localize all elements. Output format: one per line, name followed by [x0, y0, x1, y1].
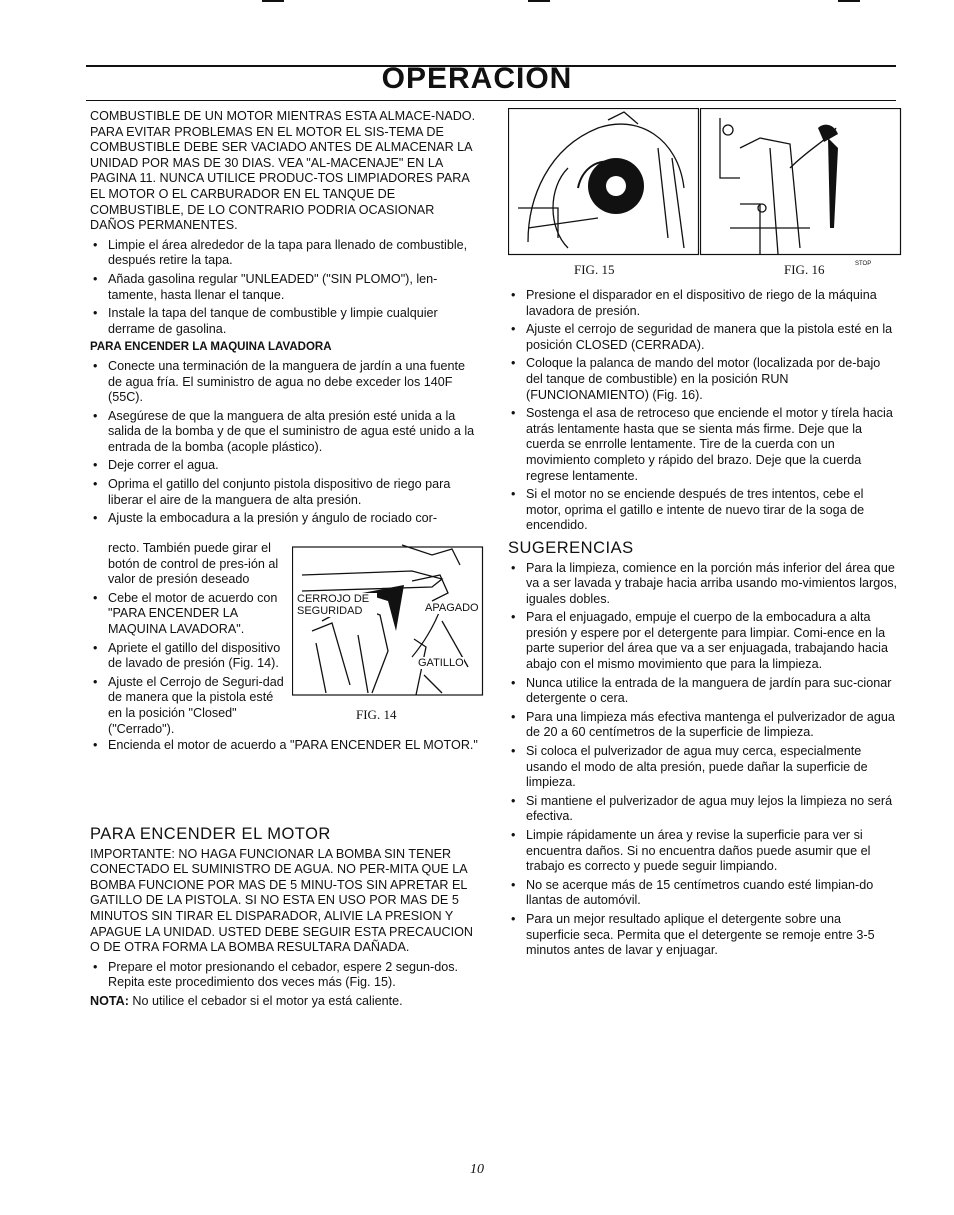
note: [90, 994, 482, 1010]
title-rule-bottom: [86, 100, 896, 101]
list-item: • Prepare el motor presionando el cebador, espere 2 segun-dos. Repita este procedimiento dos veces más (Fig. 15).: [90, 960, 482, 991]
fig15-illustration: [508, 108, 700, 256]
list-item: • Asegúrese de que la manguera de alta presión esté unida a la salida de la bomba y de que el suministro de agua esté unido a la entrada de la bomba (acople plástico).: [90, 409, 482, 456]
list-item: • Limpie el área alrededor de la tapa para llenado de combustible, después retire la tapa.: [90, 238, 482, 269]
list-item: • Nunca utilice la entrada de la manguera de jardín para suc-cionar detergente o cera.: [508, 676, 898, 707]
list-item: • Presione el disparador en el dispositivo de riego de la máquina lavadora de presión.: [508, 288, 898, 319]
engine-heading: PARA ENCENDER EL MOTOR: [90, 825, 331, 843]
callout-off: APAGADO: [425, 602, 479, 614]
warning-intro: COMBUSTIBLE DE UN MOTOR MIENTRAS ESTA ALMACE-NADO. PARA EVITAR PROBLEMAS EN EL MOTOR EL SIS-TEMA DE COMBUSTIBLE DEBE SER VACIADO ANTES DE ALMACENAR LA UNIDAD POR MAS DE 30 DIAS. VEA "AL-MACENAJE" EN LA PAGINA 11. NUNCA UTILICE PRODUC-TOS LIMPIADORES PARA EL MOTOR O EL CARBURADOR EN EL TANQUE DE COMBUSTIBLE, DE LO CONTRARIO PODRIA OCASIONAR DAÑOS PERMANENTES.: [90, 109, 476, 233]
scan-mark: [528, 0, 550, 2]
list-item: • Deje correr el agua.: [90, 458, 482, 474]
list-item: • Sostenga el asa de retroceso que enciende el motor y tírela hacia atrás lentamente hasta que se sienta más firme. Deje que la cuerda se enrrolle lentamente. Tire de la cuerda con un movimiento completo y rápido del brazo. Deje que la cuerda regrese lentamente.: [508, 406, 898, 484]
spray-adjust-continuation: recto. También puede girar el botón de control de pres-ión al valor de presión deseado: [108, 541, 279, 587]
fig14-label: FIG. 14: [356, 707, 397, 722]
page-number: 10: [470, 1162, 484, 1177]
start-washer-list-end: [90, 738, 482, 754]
list-item: • Limpie rápidamente un área y revise la superficie para ver si encuentra daños. Si no encuentra daños puede asumir que el trabajo es correcto y puede seguir limpiando.: [508, 828, 898, 875]
list-item: • Para un mejor resultado aplique el detergente sobre una superficie seca. Permita que el detergente se remoje entre 3-5 minutos antes de lavar y enjuagar.: [508, 912, 898, 959]
list-item: • Encienda el motor de acuerdo a "PARA ENCENDER EL MOTOR.": [90, 738, 482, 754]
list-item: • Si el motor no se enciende después de tres intentos, cebe el motor, oprima el gatillo e intente de nuevo tirar de la soga de encendido.: [508, 487, 898, 534]
scan-mark: [838, 0, 860, 2]
list-item: • Conecte una terminación de la manguera de jardín a una fuente de agua fría. El suministro de agua no debe exceder los 140F (55C).: [90, 359, 482, 406]
list-item: • Si mantiene el pulverizador de agua muy lejos la limpieza no será efectiva.: [508, 794, 898, 825]
engine-important: IMPORTANTE: NO HAGA FUNCIONAR LA BOMBA SIN TENER CONECTADO EL SUMINISTRO DE AGUA. NO PER-MITA QUE LA BOMBA FUNCIONE POR MAS DE 5 MINU-TOS SIN APRETAR EL GATILLO DE LA PISTOLA. SI NO ESTA EN USO POR MAS DE 5 MINUTOS SIN TIRAR EL DISPARADOR, ALIVIE LA PRESION Y APAGUE LA UNIDAD. USTED DEBE SEGUIR ESTA PRECAUCION O DE OTRA FORMA LA BOMBA RESULTARA DAÑADA.: [90, 846, 474, 955]
note-label: NOTA:: [90, 993, 129, 1008]
right-column: [508, 288, 898, 962]
engine-list: [90, 960, 482, 991]
start-engine-list: [508, 288, 898, 534]
list-item: • Coloque la palanca de mando del motor (localizada por de-bajo del tanque de combustible) en la posición RUN (FUNCIONAMIENTO) (Fig. 16).: [508, 356, 898, 403]
left-column-lower: [90, 738, 482, 757]
list-item: • Si coloca el pulverizador de agua muy cerca, especialmente usando el modo de alta presión, puede dañar la superficie de limpieza.: [508, 744, 898, 791]
fuel-steps-list: [90, 238, 482, 338]
fig15-label: FIG. 15: [574, 262, 615, 277]
callout-safety-lock: CERROJO DE SEGURIDAD: [297, 593, 377, 617]
engine-section: [90, 827, 482, 1010]
start-washer-subheading: PARA ENCENDER LA MAQUINA LAVADORA: [90, 341, 332, 354]
list-item: • Para el enjuagado, empuje el cuerpo de la embocadura a alta presión y espere por el detergente para limpiar. Comi-ence en la parte superior del área que va a ser enjuagada, trabajando hacia abajo con el mismo movimiento que para la limpieza.: [508, 610, 898, 672]
callout-trigger: GATILLO: [418, 657, 464, 669]
narrow-column: [90, 541, 288, 740]
list-item: • Ajuste la embocadura a la presión y ángulo de rociado cor-: [90, 511, 482, 527]
list-item: • Cebe el motor de acuerdo con "PARA ENCENDER LA MAQUINA LAVADORA".: [90, 591, 288, 638]
list-item: • Apriete el gatillo del dispositivo de lavado de presión (Fig. 14).: [90, 641, 288, 672]
page-title: OPERACION: [381, 62, 573, 95]
list-item: • Añada gasolina regular "UNLEADED" ("SIN PLOMO"), len-tamente, hasta llenar el tanque.: [90, 272, 482, 303]
note-text: No utilice el cebador si el motor ya está caliente.: [128, 993, 403, 1008]
list-item: • Instale la tapa del tanque de combustible y limpie cualquier derrame de gasolina.: [90, 306, 482, 337]
scan-mark: [262, 0, 284, 2]
narrow-list: [90, 591, 288, 737]
list-item: • Para una limpieza más efectiva mantenga el pulverizador de agua de 20 a 60 centímetros de la superficie de limpieza.: [508, 710, 898, 741]
fig16-label: FIG. 16: [784, 262, 825, 277]
fig16-illustration: [700, 108, 902, 256]
suggestions-heading: SUGERENCIAS: [508, 538, 634, 557]
list-item: • Ajuste el Cerrojo de Seguri-dad de manera que la pistola esté en la posición "Closed" ("Cerrado").: [90, 675, 288, 737]
left-column: [90, 109, 482, 527]
start-washer-list: [90, 359, 482, 527]
list-item: • Oprima el gatillo del conjunto pistola dispositivo de riego para liberar el aire de la manguera de alta presión.: [90, 477, 482, 508]
list-item: • Para la limpieza, comience en la porción más inferior del área que va a ser lavada y trabaje hacia arriba usando mo-vimientos largos, iguales dobles.: [508, 561, 898, 608]
suggestions-list: [508, 561, 898, 959]
list-item: • Ajuste el cerrojo de seguridad de manera que la pistola esté en la posición CLOSED (CERRADA).: [508, 322, 898, 353]
stop-label: STOP: [855, 261, 872, 267]
list-item: • No se acerque más de 15 centímetros cuando esté limpian-do llantas de automóvil.: [508, 878, 898, 909]
arrow-icon: [828, 138, 838, 228]
